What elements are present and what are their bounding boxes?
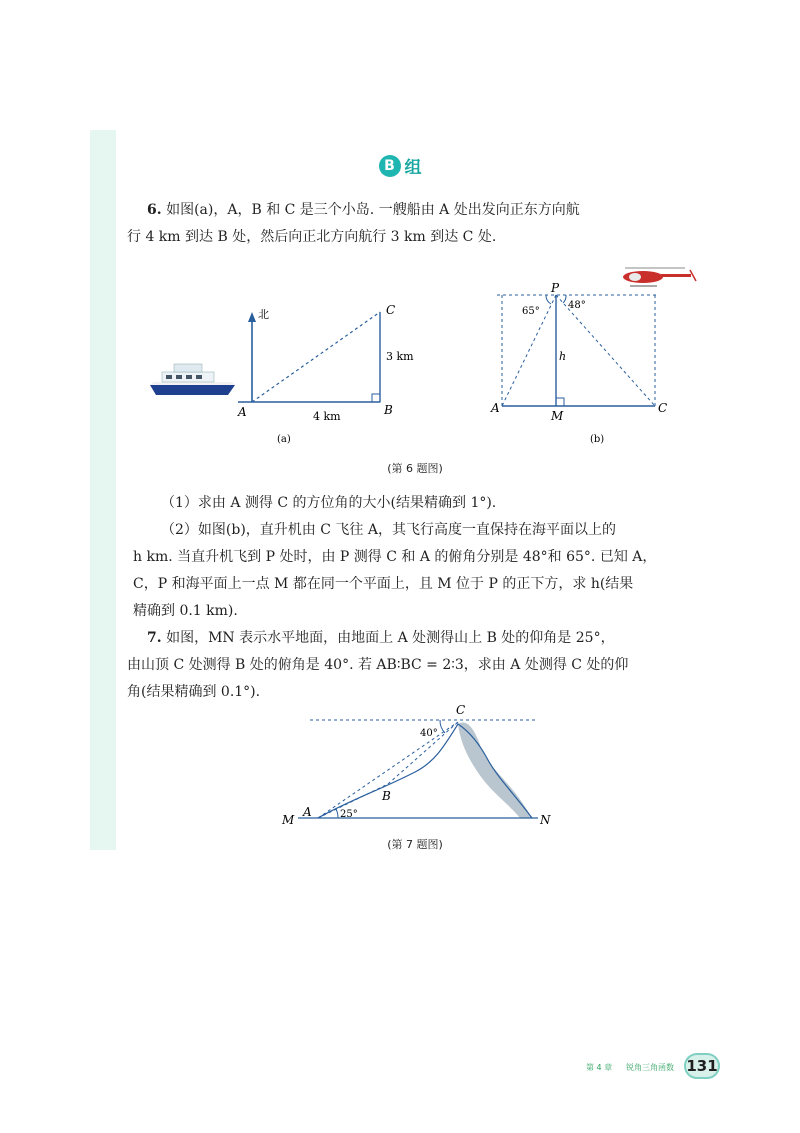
q7-number: 7. bbox=[147, 630, 162, 646]
fig7-point-b: B bbox=[382, 789, 391, 803]
helicopter-icon bbox=[623, 268, 696, 286]
q7-stem bbox=[127, 625, 685, 706]
figure-6b bbox=[485, 262, 715, 450]
q7-line2: 由山顶 C 处测得 B 处的俯角是 40°. 若 AB∶BC = 2∶3，求由 A 处测得 C 处的仰 bbox=[127, 657, 629, 673]
fig7-angle-c: 40° bbox=[420, 728, 438, 739]
footer-title: 锐角三角函数 bbox=[626, 1063, 674, 1072]
fig6b-point-a: A bbox=[491, 401, 500, 415]
fig6a-side-bc: 3 km bbox=[386, 350, 414, 363]
figure-6a bbox=[140, 290, 420, 450]
q6-part2-line3: C，P 和海平面上一点 M 都在同一个平面上，且 M 位于 P 的正下方，求 h(结果 bbox=[133, 576, 634, 592]
fig6b-height-h: h bbox=[559, 350, 567, 363]
section-label: 组 bbox=[404, 158, 422, 178]
fig6a-sublabel: (a) bbox=[277, 434, 291, 445]
fig6b-point-c: C bbox=[658, 401, 668, 415]
fig7-point-a: A bbox=[303, 805, 312, 819]
fig7-point-c: C bbox=[456, 703, 466, 717]
section-header bbox=[0, 153, 800, 178]
q6-line2: 行 4 km 到达 B 处，然后向正北方向航行 3 km 到达 C 处. bbox=[127, 229, 497, 245]
q6-stem bbox=[127, 197, 685, 251]
q6-part2-line4: 精确到 0.1 km). bbox=[133, 603, 238, 619]
fig6a-point-a: A bbox=[238, 405, 247, 419]
q6-part2 bbox=[133, 517, 685, 625]
q6-part2-line1: （2）如图(b)，直升机由 C 飞往 A，其飞行高度一直保持在海平面以上的 bbox=[161, 522, 616, 538]
fig6b-angle-right: 48° bbox=[568, 300, 586, 311]
fig7-point-m: M bbox=[282, 813, 295, 827]
fig6b-angle-left: 65° bbox=[522, 306, 540, 317]
q7-line1: 如图，MN 表示水平地面，由地面上 A 处测得山上 B 处的仰角是 25°， bbox=[166, 630, 615, 646]
fig6a-north-label: 北 bbox=[258, 308, 269, 321]
footer-chapter: 第 4 章 bbox=[586, 1063, 613, 1072]
figure-7 bbox=[270, 700, 570, 830]
q6-number: 6. bbox=[147, 202, 162, 218]
q6-part1: （1）求由 A 测得 C 的方位角的大小(结果精确到 1°). bbox=[161, 495, 497, 511]
q6-part2-line2: h km. 当直升机飞到 P 处时，由 P 测得 C 和 A 的俯角分别是 48°和 65°. 已知 A， bbox=[133, 549, 657, 565]
q6-line1: 如图(a)，A，B 和 C 是三个小岛. 一艘船由 A 处出发向正东方向航 bbox=[166, 202, 580, 218]
side-band bbox=[90, 130, 116, 850]
fig6a-point-c: C bbox=[386, 303, 396, 317]
fig7-angle-a: 25° bbox=[340, 809, 358, 820]
fig7-point-n: N bbox=[540, 813, 551, 827]
fig6-caption: (第 6 题图) bbox=[387, 462, 443, 475]
page-number: 131 bbox=[684, 1053, 720, 1079]
fig6b-sublabel: (b) bbox=[590, 434, 605, 445]
fig6a-point-b: B bbox=[384, 403, 393, 417]
q7-line3: 角(结果精确到 0.1°). bbox=[127, 684, 261, 700]
section-badge: B bbox=[379, 155, 401, 177]
fig7-caption: (第 7 题图) bbox=[387, 838, 443, 851]
fig6b-point-m: M bbox=[551, 409, 564, 423]
ship-icon bbox=[150, 364, 235, 395]
fig6a-side-ab: 4 km bbox=[313, 410, 341, 423]
fig6b-point-p: P bbox=[551, 281, 560, 295]
